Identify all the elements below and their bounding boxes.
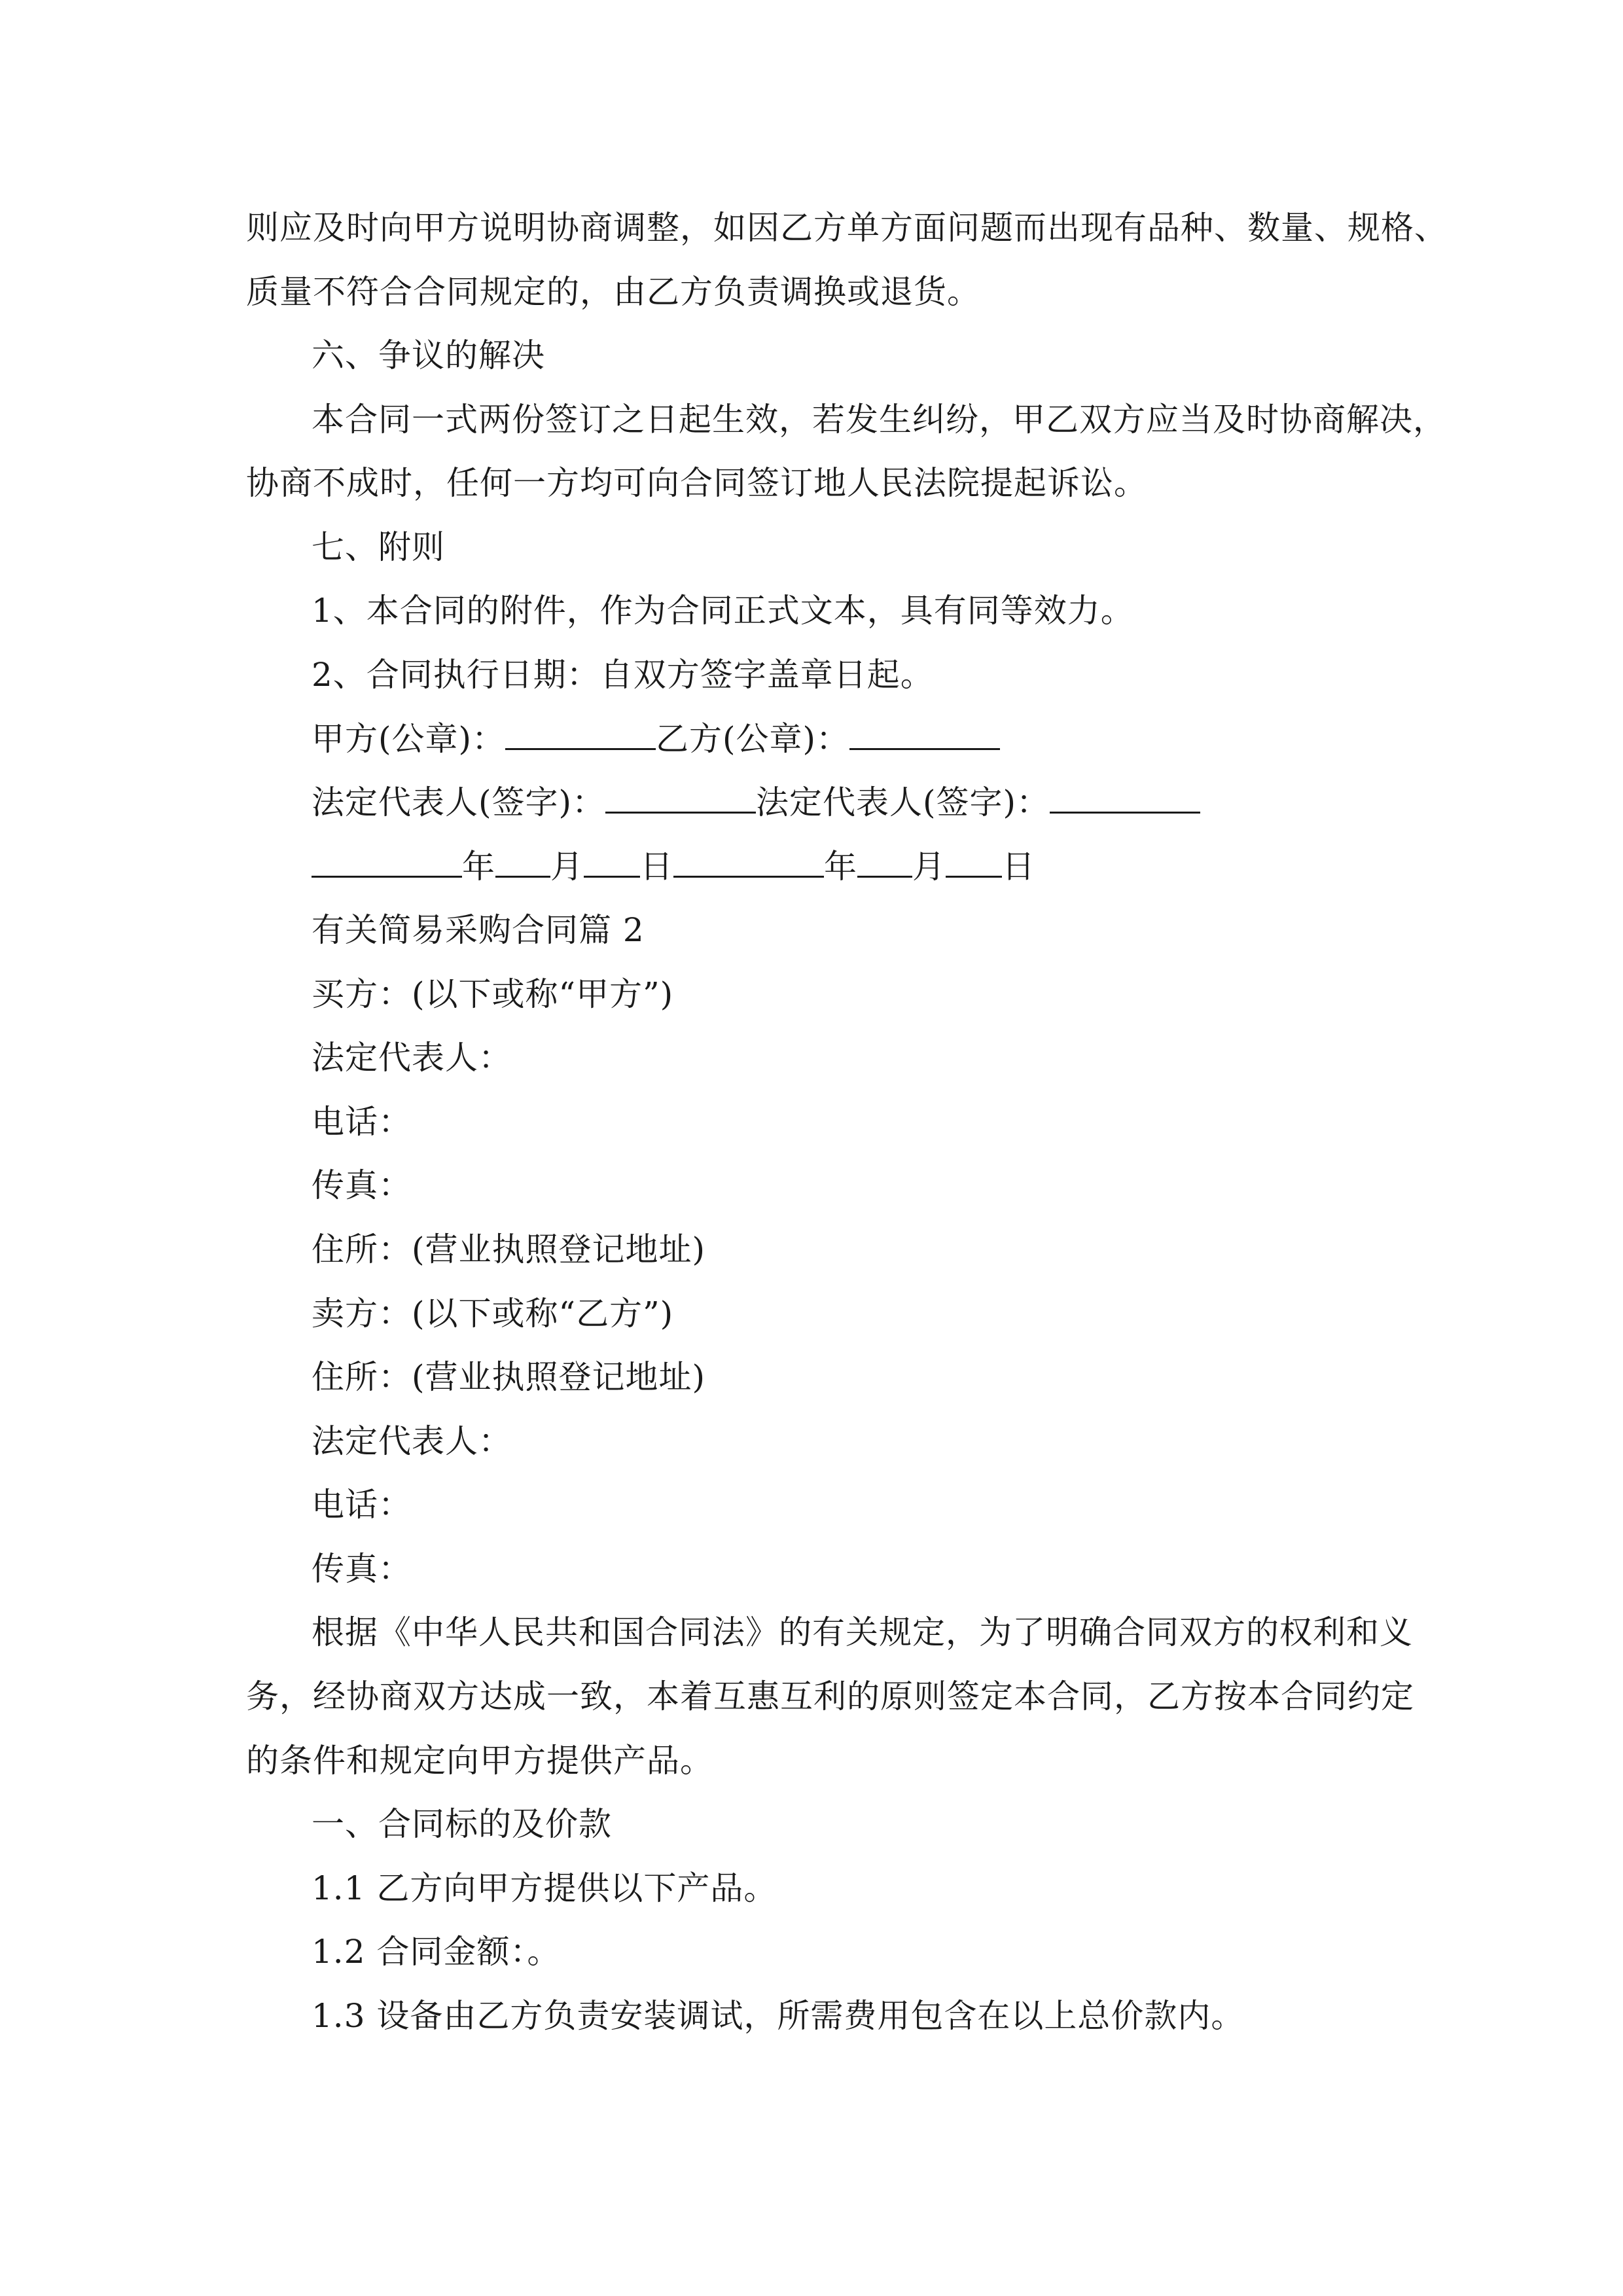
field-line: 电话：: [312, 1103, 412, 1141]
day-label: 日: [1002, 848, 1035, 886]
field-line: 住所：(营业执照登记地址): [312, 1358, 706, 1396]
day-b-blank: [946, 847, 1002, 878]
field-line: 法定代表人：: [312, 1039, 512, 1077]
field-line: 传真：: [312, 1166, 412, 1204]
field-line: 电话：: [312, 1486, 412, 1524]
section-heading: 一、合同标的及价款: [312, 1805, 612, 1843]
seller-line: 卖方：(以下或称“乙方”): [312, 1295, 674, 1333]
party-b-seal-blank: [849, 719, 1000, 750]
paragraph-line: 根据《中华人民共和国合同法》的有关规定，为了明确合同双方的权利和义: [312, 1613, 1413, 1651]
contract-title: 有关简易采购合同篇 2: [312, 911, 645, 949]
party-a-seal-label: 甲方(公章)：: [312, 720, 506, 758]
clause-line: 1.3 设备由乙方负责安装调试，所需费用包含在以上总价款内。: [312, 1997, 1245, 2035]
year-a-blank: [312, 847, 462, 878]
paragraph-line: 本合同一式两份签订之日起生效，若发生纠纷，甲乙双方应当及时协商解决，: [312, 401, 1446, 439]
paragraph-line: 协商不成时，任何一方均可向合同签订地人民法院提起诉讼。: [246, 464, 1147, 502]
section-heading: 七、附则: [312, 528, 445, 566]
month-label: 月: [550, 848, 584, 886]
rep-b-blank: [1050, 783, 1200, 814]
section-heading: 六、争议的解决: [312, 336, 545, 374]
date-line: [312, 847, 1035, 886]
party-b-seal-label: 乙方(公章)：: [656, 720, 850, 758]
paragraph-line: 的条件和规定向甲方提供产品。: [246, 1742, 713, 1780]
month-label: 月: [912, 848, 946, 886]
year-b-blank: [673, 847, 824, 878]
paragraph-line: 质量不符合合同规定的，由乙方负责调换或退货。: [246, 273, 980, 311]
field-line: 住所：(营业执照登记地址): [312, 1230, 706, 1268]
paragraph-line: 则应及时向甲方说明协商调整，如因乙方单方面问题而出现有品种、数量、规格、: [246, 209, 1448, 247]
rep-b-label: 法定代表人(签字)：: [756, 783, 1050, 821]
paragraph-line: 务，经协商双方达成一致，本着互惠互利的原则签定本合同，乙方按本合同约定: [246, 1677, 1414, 1715]
clause-line: 1.1 乙方向甲方提供以下产品。: [312, 1869, 777, 1907]
clause-line: 1、本合同的附件，作为合同正式文本，具有同等效力。: [312, 592, 1134, 630]
rep-a-blank: [605, 783, 756, 814]
day-label: 日: [640, 848, 673, 886]
field-line: 法定代表人：: [312, 1422, 512, 1460]
seal-line: [312, 719, 1000, 759]
clause-line: 2、合同执行日期：自双方签字盖章日起。: [312, 656, 934, 694]
month-b-blank: [857, 847, 912, 878]
year-label: 年: [824, 848, 857, 886]
representative-line: [312, 783, 1200, 822]
day-a-blank: [584, 847, 640, 878]
buyer-line: 买方：(以下或称“甲方”): [312, 975, 674, 1013]
party-a-seal-blank: [505, 719, 656, 750]
field-line: 传真：: [312, 1550, 412, 1588]
month-a-blank: [495, 847, 550, 878]
rep-a-label: 法定代表人(签字)：: [312, 783, 606, 821]
clause-line: 1.2 合同金额：。: [312, 1933, 561, 1971]
year-label: 年: [462, 848, 495, 886]
